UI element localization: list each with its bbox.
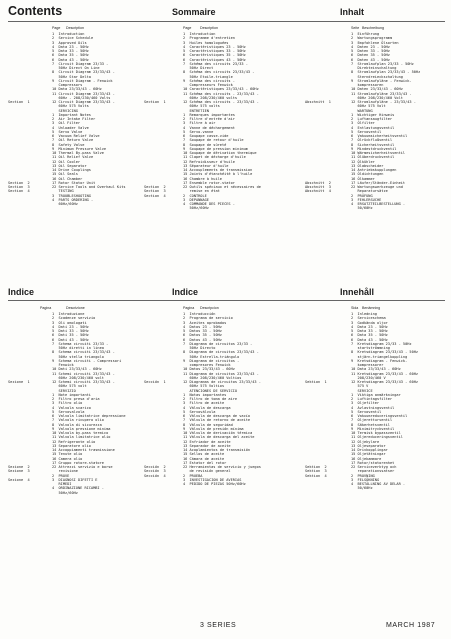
bottom-rule: [8, 300, 445, 301]
contents-list-en: 1 Introduction 2 Service Schedule 3 Approved Oils 4 Data 23 - 50Hz 5 Data 33 - 50Hz 6 Data 35 - 50Hz 6 Data 43 - 50Hz 7 Circuit Diagram 23/33 - 50Hz Direct On Line 8 Circuit Diagram 23/33/43 - 50Hz Star Delta 9 Circuit Diagram - Fenwick Compressors 10 Data 23/33/43 - 60Hz 11 Circuit Diagram 23/33/43 - 60Hz - 208/230/460 Volts 12 Circuit Diagram 23/33/43 - 60Hz 575 Volts SERVICING 1 Important Notes 2 Air Intake Filter 3 Oil Filter 4 Unloader Valve 5 Servo Valve 6 Vacuum Relief Valve 7 Oil Return Valve 8 Safety Valve 9 Minimum Pressure Valve 10 Thermal By-pass Valve 11 Oil Relief Valve 12 Oil Cooler 13 Oil Separator 14 Drive Couplings 15 Oil Seals 16 Oil Chamber 17 Rotor Stator Unit 22 Service Tools and Overhaul Kits TESTING 3 TROUBLESHOOTING 4 PARTS ORDERING - 60Hz/60Hz: [52, 32, 126, 206]
subhead-page-de: Seite: [351, 26, 360, 30]
section-labels-fr: Section 1 Section 2 Section 3 Section 4: [144, 100, 166, 198]
subhead-desc-fr: Description: [200, 26, 218, 30]
subhead-page-es: Pagina: [183, 306, 195, 310]
subhead-page-nl: Sida: [351, 306, 359, 310]
contents-list-es: 1 Introducción 2 Programa de servicio 3 Aceites aprobados 4 Datos 23 - 50Hz 5 Datos 33 - 50Hz 6 Datos 35 - 50Hz 6 Datos 43 - 50Hz 7 Diagrama de circuitos 23/33 - 50Hz Directo 8 Diagrama de circuitos 23/33/43 - 50Hz Estrella-triángulo 9 Diagrama de circuitos - compresores Fenwick 10 Datos 23/33/43 - 60Hz 11 Diagrama de circuitos 23/33/43 - 60Hz 208/230/460 Voltios 12 Diagramas de circuitos 23/33/43 - 60Hz 575 Voltios ATENCIONES DE SERVICIO 1 Notas importantes 2 Filtro de toma de aire 3 Filtro de aceite 4 Válvula de descarga 5 Servoválvula 6 Válvula de descarga de vacío 7 Válvula de retorno de aceite 8 Válvula de seguridad 9 Válvula de presión mínima 10 Válvula de derivación térmica 11 Válvula de descarga del aceite 12 Enfriador de aceite 13 Separador de aceite 14 Acoplamientos de transmisión 15 Sellos de aceite 16 Cámara de aceite 17 Estator del rotor 22 Herramientas de servicio y juegos de revisión general 2 PRUEBA 3 INVESTIGACION DE AVERIAS 4 PEDIDO DE PIEZAS 50Hz/60Hz: [183, 312, 261, 486]
subhead-page-it: Pagina: [40, 306, 52, 310]
footer-date: MARCH 1987: [386, 622, 436, 629]
innehall-heading: Innehåll: [340, 287, 375, 297]
subhead-desc-nl: Benämning: [362, 306, 381, 310]
subhead-desc-it: Descrizione: [66, 306, 85, 310]
subhead-desc-de: Beschreibung: [362, 26, 384, 30]
indice-es-heading: Indice: [172, 287, 199, 297]
section-labels-de: Abschnitt 1 Abschnitt 2 Abschnitt 3 Abschnitt 4: [305, 100, 331, 194]
subhead-desc-en: Description: [66, 26, 84, 30]
contents-list-nl: 1 Inledning 2 Serviceschema 3 Godkända oljor 4 Data 23 - 50Hz 5 Data 33 - 50Hz 6 Data 35 - 50Hz 6 Data 43 - 50Hz 7 Kretsdiagram 23/33 - 50Hz startströmmning 8 Kretsdiagram 23/33/43 - 50Hz stjärn-triangelkoppling 9 Kretsdiagram - Fenwick- kompressorer 10 Data 23/33/43 - 60Hz 11 Kretsdiagram 23/33/43 - 60Hz 208/230/460 V 12 Kretsdiagram 23/33/43 - 60Hz 575 V SERVICE 1 Viktiga anmärkningar 2 Luftintagsfilter 3 Oljefilter 4 Avlastningsventil 5 Servoventil 6 Vakuumreduceringsventil 7 Oljeretturventil 8 Säkerhetsventil 9 Minimitryckventil 10 Termisk bypassventil 11 Oljereduceringsventil 12 Oljekylare 13 Oljeseparator 14 Drivkopplingar 15 Oljetätningar 16 Oljekammare 17 Rotor/statorenhet 22 Serviceverktyg och reparationssatser 2 PROVNING 3 FELSÖKNING 4 BESTÄLLNING AV DELAR - 50/60Hz: [351, 312, 419, 491]
sommaire-heading: Sommaire: [172, 7, 216, 17]
section-labels-nl: Sektion 1 Sektion 2 Sektion 3 Sektion 4: [305, 380, 327, 478]
inhalt-heading: Inhalt: [340, 7, 364, 17]
section-labels-it: Sezione 1 Sezione 2 Sezione 3 Sezione 4: [8, 380, 30, 482]
contents-list-de: 1 Einführung 2 Wartungsprogramm 3 Empfohlene Ölsorten 4 Daten 23 - 50Hz 5 Daten 33 - 50Hz 6 Daten 35 - 50Hz 6 Daten 43 - 50Hz 7 Stromlaufplan 23/33 - 50Hz Direkteinschaltung 8 Stromlaufplan 23/33/43 - 50Hz Sterndreieckschaltung 9 Stromlaufpläne - Fenwick- kompressoren 10 Daten 23/33/43 - 60Hz 11 Stromlaufpläne 23/33/43 - 60Hz 208/230/460 Volt 12 Stromlaufpläne - 23/33/43 - 60Hz 575 Volt WARTUNG 1 Wichtiger Hinweis 2 Luftansaugfilter 3 Ölfilter 4 Entlastungsventil 5 Servoventil 6 Vakuumsicherheitsventil 7 Ölrückflußventil 8 Sicherheitsventil 9 Mindestdruckventil 10 Wärmesicherheitsventil 11 Ölüberdruckventil 12 Ölkühler 13 Ölabscheider 14 Antriebskupplungen 15 Öldichtungen 16 Ölkammer 17 Läufer/Ständer-Einheit 22 Wartungswerkzeuge und Reparatursätze 2 PRÜFUNG 3 FEHLERSUCHE 4 ERSATZTEILBESTELLUNG - 50/60Hz: [351, 32, 421, 211]
section-labels-en: Section 1 Section 2 Section 3 Section 4: [8, 100, 30, 194]
indice-it-heading: Indice: [8, 287, 35, 297]
section-labels-es: Sección 1 Sección 2 Sección 3 Sección 4: [144, 380, 166, 478]
subhead-desc-es: Descripcion: [200, 306, 219, 310]
footer-series: 3 SERIES: [200, 622, 237, 629]
subhead-page-fr: Page: [183, 26, 192, 30]
top-rule: [8, 21, 445, 22]
contents-heading: Contents: [8, 4, 63, 18]
contents-list-fr: 1 Introduction 2 Programme d'entretien 3 Huiles homologuées 4 Caractéristiques 23 - 50Hz 5 Caractéristiques 33 - 50Hz 6 Caractéristiques 35 - 50Hz 6 Caractéristiques 43 - 50Hz 7 Schéma des circuits 23/33 - 50Hz Direct 8 Schéma des circuits 23/33/43 - 50Hz Etoile-triangle 9 Schéma des circuits - Compresseurs Fenwick 10 Caractéristiques 23/33/43 - 60Hz 11 Schéma des circuits - 23/33/43 - 60Hz 208/230/460 volts 12 Schéma des circuits - 23/33/43 - 60Hz 575 volts ENTRETIEN 1 Remarques importantes 2 Filtre d'entrée d'air 3 Filtre à air 4 Vanne de déchargement 5 Servo-vanne 6 Soupape casse-vide 7 Soupape de retour d'huile 8 Soupape de sûreté 9 Soupape de pression minimum 10 Soupape de dérivation thermique 11 Clapet de décharge d'huile 12 Refroidisseur d'huile 13 Séparateur d'huile 14 Accouplements de transmission 15 Joints d'étanchéité à l'huile 16 Chambre à huile 17 Ensemble rotor-stator 22 Outils spéciaux et nécessaires de remise en état 2 CONTROLE 3 DEPANNAGE 4 COMMANDE DES PIECES - 50Hz/60Hz: [183, 32, 261, 211]
subhead-page-en: Page: [52, 26, 61, 30]
contents-list-it: 1 Introduzione 2 Scadenze servizio 3 Oli omologati 4 Dati 23 - 50Hz 5 Dati 33 - 50Hz 6 Dati 35 - 50Hz 6 Dati 43 - 50Hz 7 Schema circuiti 23/33 - 50Hz diretti in linea 8 Schema circuiti 23/33/43 - 50Hz stella triangolo 9 Schema circuiti - Compressori Fenwick 10 Dati 23/33/43 - 60Hz 11 Schemi circuiti 23/33/43 - 60Hz 208/230/460 volt 12 Schemi circuiti 23/33/43 - 60Hz 575 volt SERVIZIO 1 Note importanti 2 Filtro presa d'aria 3 Filtro olio 4 Valvola scarico 5 Servovalvola 6 Valvola limitatrice depressione 7 Valvola ricupero olio 8 Valvola di sicurezza 9 Valvola pressione minima 10 Valvola by-pass termico 11 Valvola limitatrice olio 12 Refrigerante olio 13 Separatore olio 14 Accoppiamenti trasmissione 15 Tenute olio 16 Camera olio 17 Gruppo rotore-statore 22 Attrezzi servizio e borse revisione 2 PROVE 3 DIAGNOSI DIFETTI E RIMEDI 4 ORDINAZIONE RICAMBI - 50Hz/60Hz: [52, 312, 126, 495]
